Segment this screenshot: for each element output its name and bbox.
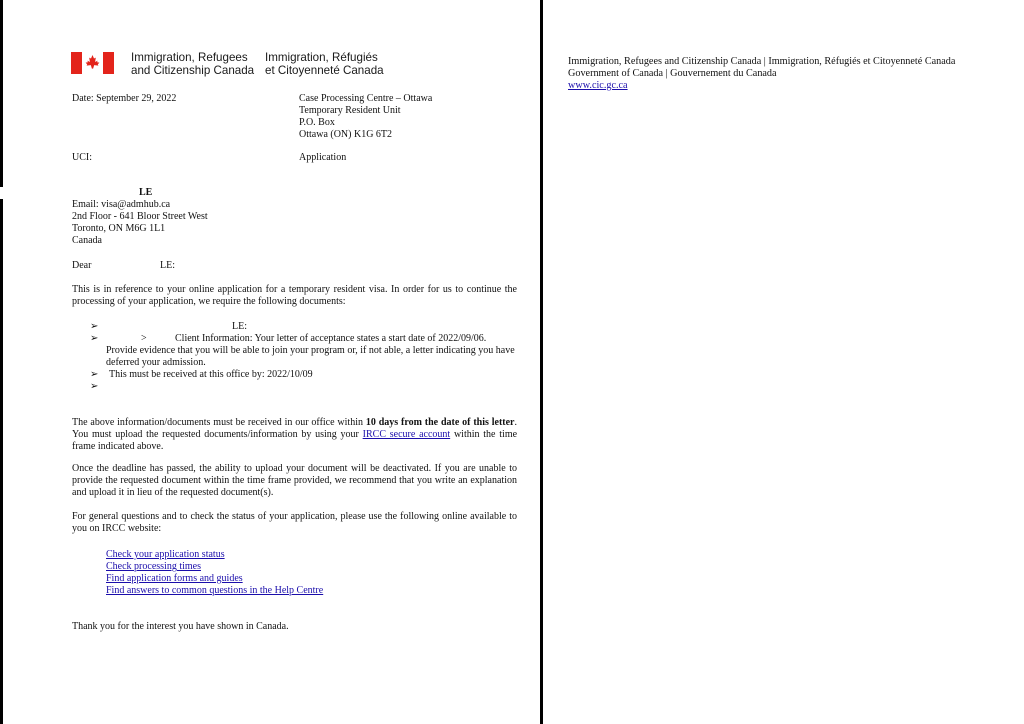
office-address (299, 93, 432, 141)
salutation: Dear (72, 260, 92, 271)
recipient-address-line: Toronto, ON M6G 1L1 (72, 223, 166, 234)
ircc-secure-account-link[interactable]: IRCC secure account (362, 429, 451, 440)
cic-website-link[interactable]: www.cic.gc.ca (568, 80, 628, 91)
office-line: Ottawa (ON) K1G 6T2 (299, 129, 393, 140)
bullet-arrow-icon: ➢ (90, 381, 99, 392)
recipient-address-line: 2nd Floor - 641 Bloor Street West (72, 211, 208, 222)
department-fr-line: et Citoyenneté Canada (265, 64, 384, 77)
recipient-name: LE (139, 187, 153, 198)
uci-label: UCI: (72, 152, 92, 163)
bullet-item: This must be received at this office by: 2022/10/09 (109, 369, 313, 380)
recipient-country: Canada (72, 235, 102, 246)
salutation-name: LE: (160, 260, 175, 271)
closing-line: Thank you for the interest you have shown in Canada. (72, 621, 289, 632)
office-line: P.O. Box (299, 117, 335, 128)
department-en-line: and Citizenship Canada (131, 64, 255, 77)
check-processing-times-link[interactable]: Check processing times (106, 561, 201, 572)
letter-date: Date: September 29, 2022 (72, 93, 177, 104)
application-label: Application (299, 152, 347, 163)
page-footer-block (568, 56, 955, 92)
deadline-text: The above information/documents must be received in our office within (72, 417, 363, 428)
recipient-email: Email: visa@admhub.ca (72, 199, 171, 210)
page-divider (540, 0, 543, 724)
deadline-paragraph (72, 417, 517, 453)
bullet-prefix: > (141, 333, 147, 344)
deadline-passed-paragraph: Once the deadline has passed, the ability to upload your document will be deactivated. If you are unable to provide the requested document within the time frame provided, we recommend that you write an explanation and upload it in lieu of the requested document(s). (72, 463, 517, 498)
deadline-text: within the time frame indicated above. (72, 429, 518, 452)
bullet-arrow-icon: ➢ (90, 333, 99, 344)
page-edge (0, 0, 3, 187)
bullet-item-continuation: Provide evidence that you will be able to join your program or, if not able, a letter indicating you have deferred your admission. (106, 345, 515, 368)
footer-line: Government of Canada | Gouvernement du Canada (568, 68, 777, 79)
check-application-status-link[interactable]: Check your application status (106, 549, 225, 560)
department-name-fr (265, 51, 384, 77)
links-list (106, 549, 323, 597)
department-fr-line: Immigration, Réfugiés (265, 51, 378, 64)
footer-line: Immigration, Refugees and Citizenship Canada | Immigration, Réfugiés et Citoyenneté Canada (568, 56, 956, 67)
bullet-arrow-icon: ➢ (90, 321, 99, 332)
office-line: Temporary Resident Unit (299, 105, 401, 116)
general-questions-paragraph: For general questions and to check the status of your application, please use the following online available to you on IRCC website: (72, 511, 517, 534)
deadline-text: . You must upload the requested documents/information by using your (72, 417, 517, 440)
bullet-item: LE: (232, 321, 247, 332)
deadline-emphasis: 10 days from the date of this letter (365, 417, 515, 428)
canada-flag-icon (71, 52, 114, 74)
department-name-en (131, 51, 254, 77)
help-centre-link[interactable]: Find answers to common questions in the Help Centre (106, 585, 324, 596)
bullet-arrow-icon: ➢ (90, 369, 99, 380)
office-line: Case Processing Centre – Ottawa (299, 93, 433, 104)
department-en-line: Immigration, Refugees (131, 51, 248, 64)
page-edge (0, 199, 3, 724)
find-forms-guides-link[interactable]: Find application forms and guides (106, 573, 243, 584)
bullet-item: Client Information: Your letter of acceptance states a start date of 2022/09/06. (175, 333, 487, 344)
intro-paragraph: This is in reference to your online application for a temporary resident visa. In order for us to continue the processing of your application, we require the following documents: (72, 284, 517, 307)
